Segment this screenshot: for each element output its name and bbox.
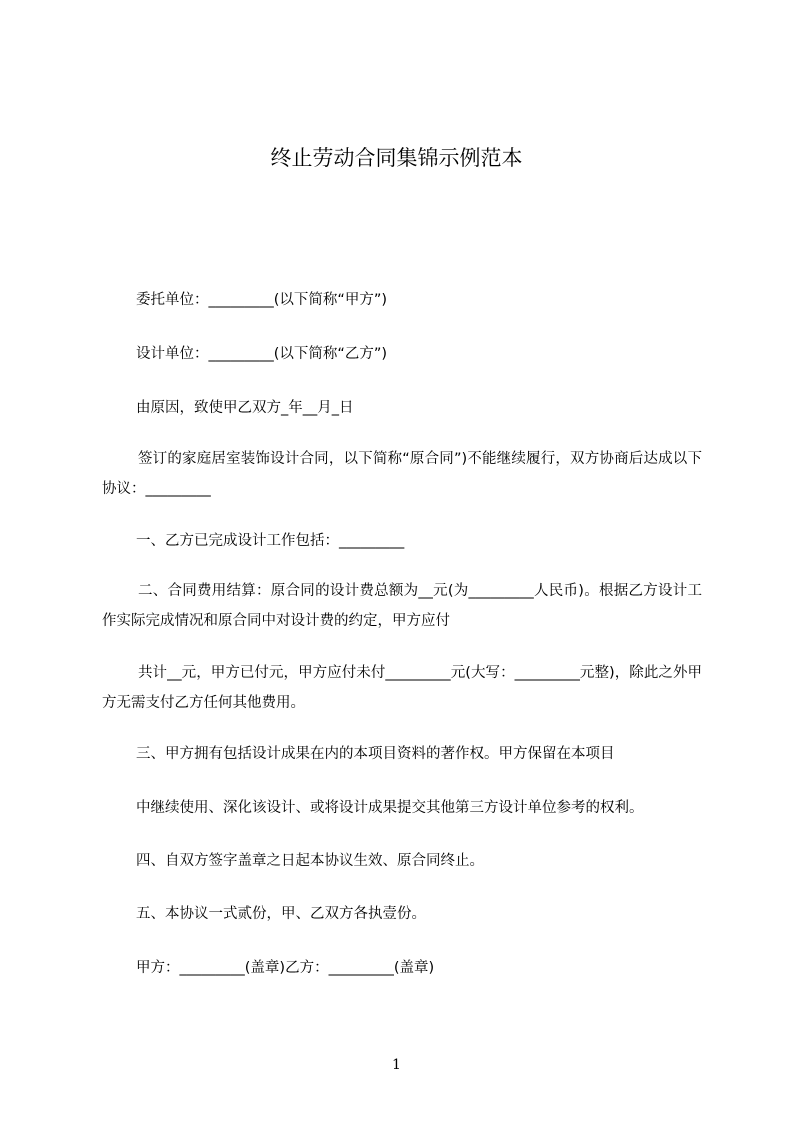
signature-line: 甲方：_________(盖章)乙方：_________(盖章) bbox=[136, 960, 435, 976]
clause-1-line: 一、乙方已完成设计工作包括：_________ bbox=[136, 533, 405, 549]
clause-2-fee-paragraph: 二、合同费用结算：原合同的设计费总额为__元(为_________人民币)。根据乙方设计工作实际完成情况和原合同中对设计费的约定，甲方应付 bbox=[102, 583, 702, 629]
clause-4-line: 四、自双方签字盖章之日起本协议生效、原合同终止。 bbox=[136, 853, 484, 869]
client-unit-line: 委托单位：_________(以下简称“甲方”) bbox=[136, 292, 388, 308]
designer-unit-line: 设计单位：_________(以下简称“乙方”) bbox=[136, 346, 388, 362]
clause-3-line: 三、甲方拥有包括设计成果在内的本项目资料的著作权。甲方保留在本项目 bbox=[136, 746, 615, 762]
page-number: 1 bbox=[392, 1057, 401, 1073]
contract-intro-paragraph: 签订的家庭居室装饰设计合同，以下简称“原合同”)不能继续履行，双方协商后达成以下协议：_________ bbox=[102, 451, 702, 497]
document-title: 终止劳动合同集锦示例范本 bbox=[270, 146, 523, 170]
clause-2-payment-paragraph: 共计__元，甲方已付元，甲方应付未付_________元(大写：_________元整)，除此之外甲方无需支付乙方任何其他费用。 bbox=[102, 665, 702, 711]
reason-line: 由原因，致使甲乙双方_年__月_日 bbox=[136, 400, 354, 416]
clause-3-continued-line: 中继续使用、深化该设计、或将设计成果提交其他第三方设计单位参考的权利。 bbox=[136, 800, 644, 816]
clause-5-line: 五、本协议一式贰份，甲、乙双方各执壹份。 bbox=[136, 906, 426, 922]
